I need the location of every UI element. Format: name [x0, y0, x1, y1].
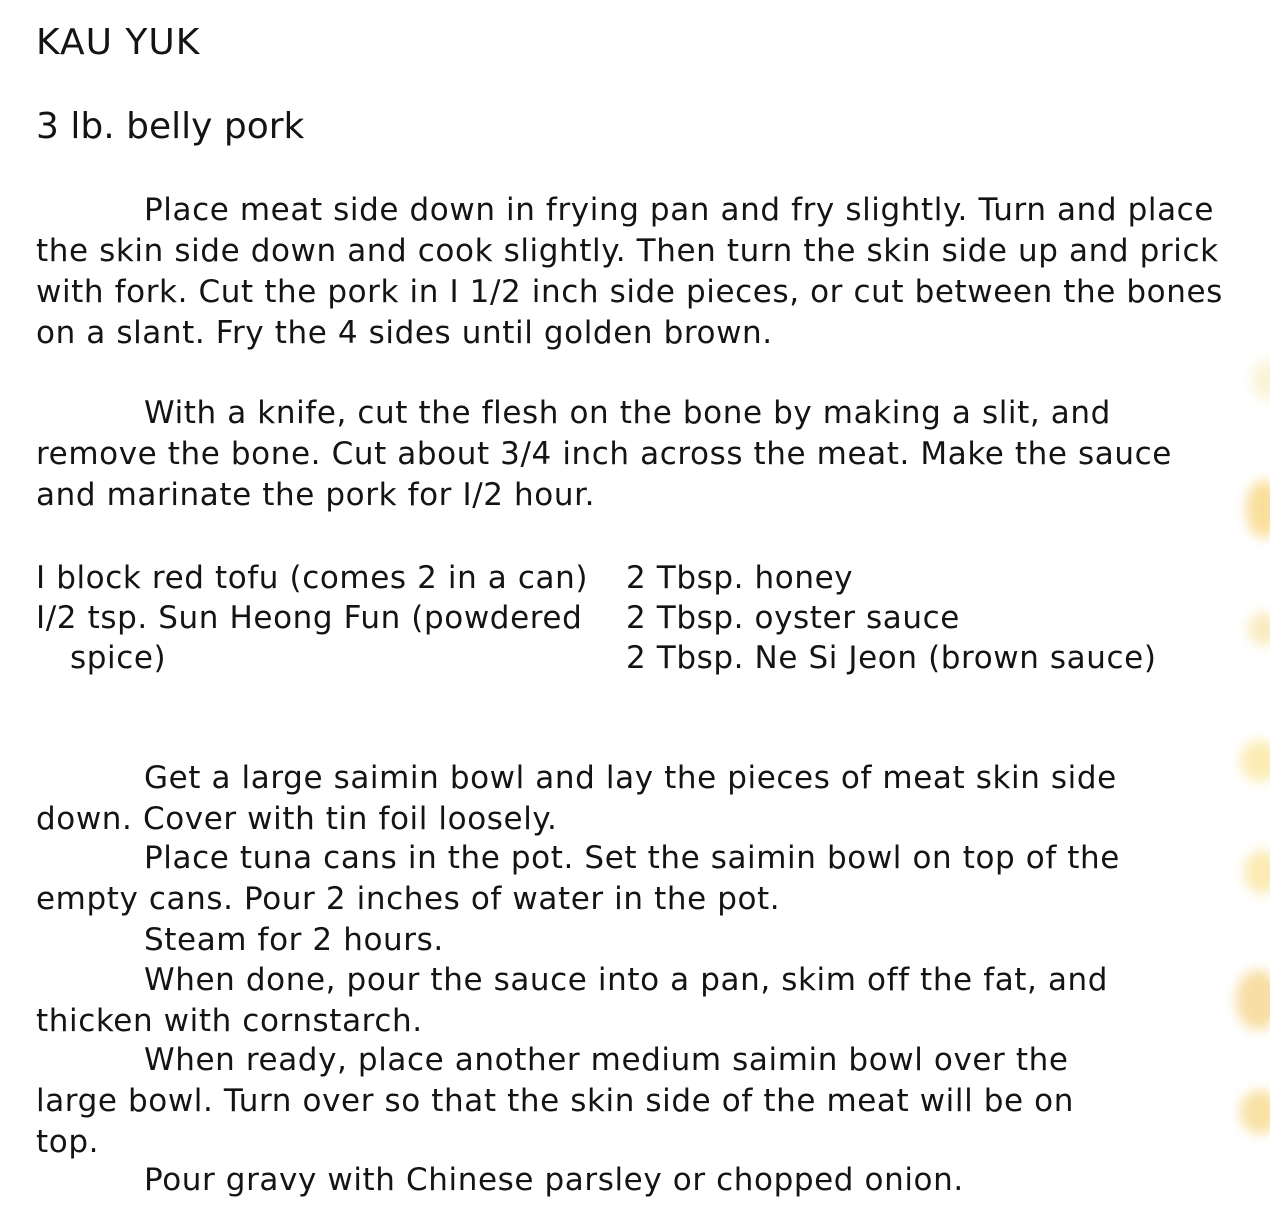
page-stain: [1246, 480, 1270, 538]
cook-step-5: When ready, place another medium saimin bowl over the large bowl. Turn over so that the skin side of the meat will be on top.: [36, 1042, 1074, 1160]
ingredient-oyster-sauce: 2 Tbsp. oyster sauce: [626, 600, 960, 636]
ingredient-ne-si-jeon: 2 Tbsp. Ne Si Jeon (brown sauce): [626, 640, 1157, 676]
main-ingredient: 3 lb. belly pork: [36, 106, 305, 147]
prep-step-1: Place meat side down in frying pan and fry slightly. Turn and place the skin side down and cook slightly. Then turn the skin side up and prick with fork. Cut the pork in I 1/2 inch side pieces, or cut between the bones on a slant. Fry the 4 sides until golden brown.: [36, 192, 1223, 351]
cook-step-6: Pour gravy with Chinese parsley or chopped onion.: [144, 1162, 964, 1198]
page-stain: [1240, 1090, 1270, 1134]
page-stain: [1240, 740, 1270, 782]
cook-step-4: When done, pour the sauce into a pan, skim off the fat, and thicken with cornstarch.: [36, 962, 1109, 1039]
page-stain: [1244, 850, 1270, 894]
page-stain: [1236, 970, 1270, 1030]
cook-step-3: Steam for 2 hours.: [144, 922, 444, 958]
sauce-column-right: [626, 558, 1246, 678]
cook-step-2: Place tuna cans in the pot. Set the saimin bowl on top of the empty cans. Pour 2 inches of water in the pot.: [36, 840, 1120, 917]
page-stain: [1252, 360, 1270, 400]
ingredient-honey: 2 Tbsp. honey: [626, 560, 854, 596]
cook-step-1: Get a large saimin bowl and lay the pieces of meat skin side down. Cover with tin foil loosely.: [36, 760, 1117, 837]
recipe-title: KAU YUK: [36, 22, 201, 63]
sauce-column-left: [36, 558, 596, 678]
ingredient-red-tofu: I block red tofu (comes 2 in a can): [36, 560, 589, 596]
ingredient-sun-heong-fun: I/2 tsp. Sun Heong Fun (powdered spice): [36, 600, 583, 676]
page-stain: [1248, 612, 1270, 646]
prep-step-2: With a knife, cut the flesh on the bone by making a slit, and remove the bone. Cut about 3/4 inch across the meat. Make the sauce and marinate the pork for I/2 hour.: [36, 395, 1172, 513]
